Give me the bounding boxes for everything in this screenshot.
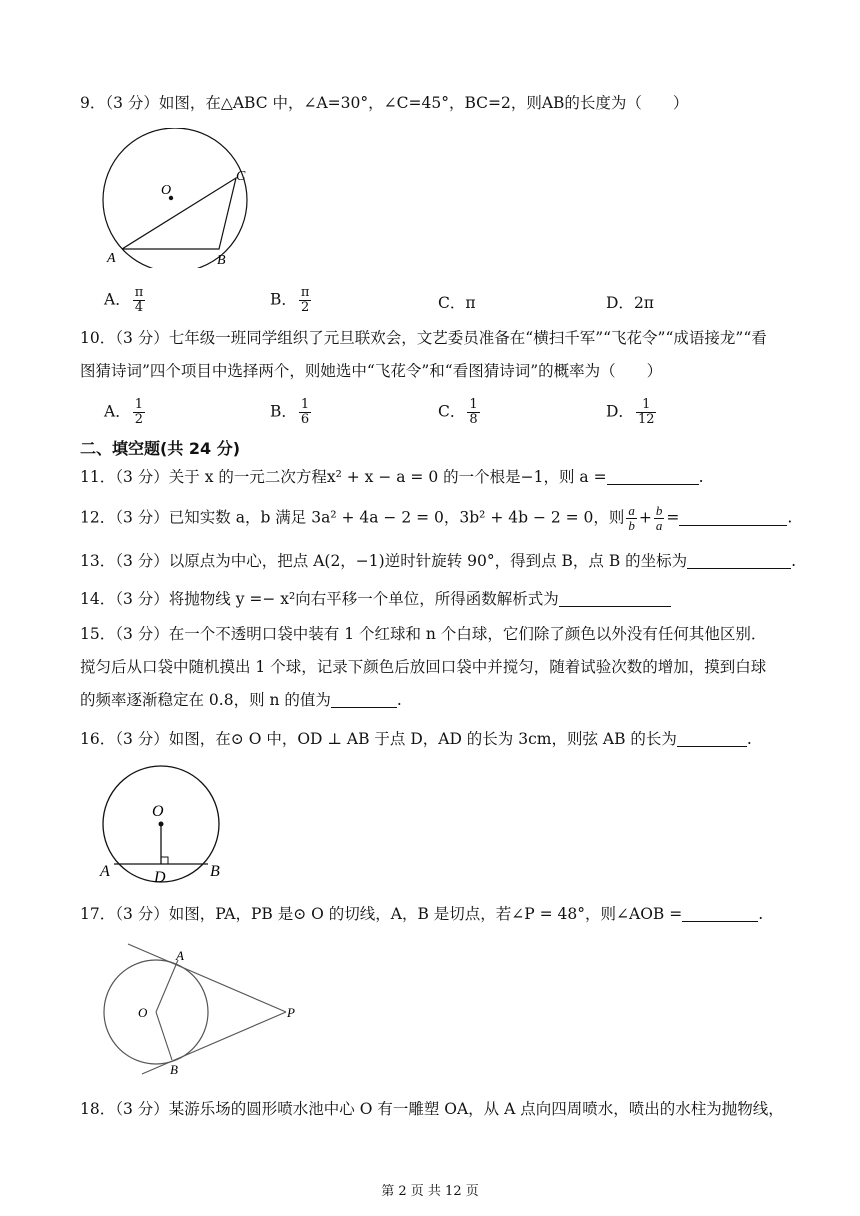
answer-blank [559, 590, 671, 607]
q16-label-a: A [100, 863, 110, 880]
q17-label-a: A [176, 948, 184, 963]
page-footer: 第 2 页 共 12 页 [381, 1184, 479, 1199]
fraction: $\frac{1}{6}$ [300, 397, 310, 427]
q9-label-b: B [217, 253, 226, 268]
q9-triangle [122, 178, 236, 249]
question-16: 16．（3 分）如图，在⊙ O 中，OD ⊥ AB 于点 D，AD 的长为 3cm，则弦 AB 的长为 . [80, 730, 752, 748]
question-9 [80, 92, 688, 114]
q17-radius-ob [156, 1012, 172, 1060]
q10-option-a: A． $\frac{1}{2}$ [104, 397, 143, 427]
fraction: $\frac{a}{b}$ [628, 503, 635, 533]
question-10 [80, 322, 780, 388]
q16-label-b: B [210, 863, 220, 880]
q16-label-o: O [152, 803, 164, 820]
q9-option-c: C．π [438, 294, 476, 312]
q9-option-d: D．2π [606, 294, 654, 312]
q10-option-b: B． $\frac{1}{6}$ [270, 397, 310, 427]
answer-blank [679, 509, 787, 526]
answer-blank [677, 730, 747, 747]
q10-option-d: D． $\frac{1}{12}$ [606, 397, 655, 427]
question-18: 18．（3 分）某游乐场的圆形喷水池中心 O 有一雕塑 OA，从 A 点向四周喷水，喷出的水柱为抛物线， [80, 1100, 784, 1118]
q10-option-c: C． $\frac{1}{8}$ [438, 397, 478, 427]
q9-option-b: B． $\frac{\pi}{2}$ [270, 285, 310, 315]
question-score: （3 分） [105, 94, 159, 112]
question-number: 9． [80, 94, 106, 112]
q17-radius-oa [156, 960, 178, 1012]
q16-label-d: D [154, 869, 166, 884]
section-heading: 二、填空题(共 24 分) [80, 439, 241, 458]
fraction: $\frac{b}{a}$ [655, 503, 663, 533]
q16-center-dot [159, 822, 164, 827]
question-11: 11．（3 分）关于 x 的一元二次方程x² + x − a = 0 的一个根是−1，则 a = . [80, 468, 704, 486]
fraction: $\frac{\pi}{2}$ [300, 285, 310, 315]
q16-figure [98, 764, 238, 884]
question-14: 14．（3 分）将抛物线 y =− x²向右平移一个单位，所得函数解析式为 [80, 588, 671, 610]
answer-blank [687, 552, 791, 569]
question-score: （3 分） [115, 329, 169, 347]
question-15: 15．（3 分）在一个不透明口袋中装有 1 个红球和 n 个白球，它们除了颜色以外没有任何其他区别．搅匀后从口袋中随机摸出 1 个球，记录下颜色后放回口袋中并搅匀，随着试验次数的增加，摸到白球的频率逐渐稳定在 0.8，则 n 的值为 . [80, 625, 767, 709]
question-number: 10． [80, 329, 116, 347]
answer-blank [682, 905, 758, 922]
answer-blank [607, 468, 699, 485]
fraction: $\frac{1}{8}$ [469, 397, 478, 427]
q17-label-b: B [170, 1062, 178, 1077]
q17-tangent-pb [142, 1012, 286, 1074]
question-text: 七年级一班同学组织了元旦联欢会，文艺委员准备在“横扫千军”“飞花令”“成语接龙”“看图猜诗词”四个项目中选择两个，则她选中“飞花令”和“看图猜诗词”的概率为（ ） [80, 329, 767, 380]
q9-option-a: A． $\frac{\pi}{4}$ [104, 285, 144, 315]
q17-figure [100, 938, 320, 1078]
q17-label-p: P [287, 1005, 295, 1020]
question-13: 13．（3 分）以原点为中心，把点 A(2，−1)逆时针旋转 90°，得到点 B，点 B 的坐标为 . [80, 552, 797, 570]
question-17: 17．（3 分）如图，PA，PB 是⊙ O 的切线，A，B 是切点，若∠P = 48°，则∠AOB = . [80, 905, 764, 923]
question-text: 如图，在△ABC 中，∠A=30°，∠C=45°，BC=2，则AB的长度为（ ） [158, 94, 689, 112]
q16-right-angle-mark [161, 857, 168, 864]
q17-label-o: O [138, 1005, 148, 1020]
fraction: $\frac{1}{12}$ [637, 397, 655, 427]
fraction: $\frac{1}{2}$ [134, 397, 143, 427]
q9-label-a: A [107, 251, 116, 266]
question-12: 12．（3 分）已知实数 a，b 满足 3a² + 4a − 2 = 0，3b² + 4b − 2 = 0，则 $\frac{a}{b}$ + $\frac{b}{a}$ = . [80, 503, 793, 533]
q9-label-o: O [161, 183, 172, 198]
fraction: $\frac{\pi}{4}$ [134, 285, 144, 315]
q9-label-c: C [236, 169, 246, 184]
answer-blank [331, 691, 397, 708]
q9-figure [95, 128, 295, 268]
